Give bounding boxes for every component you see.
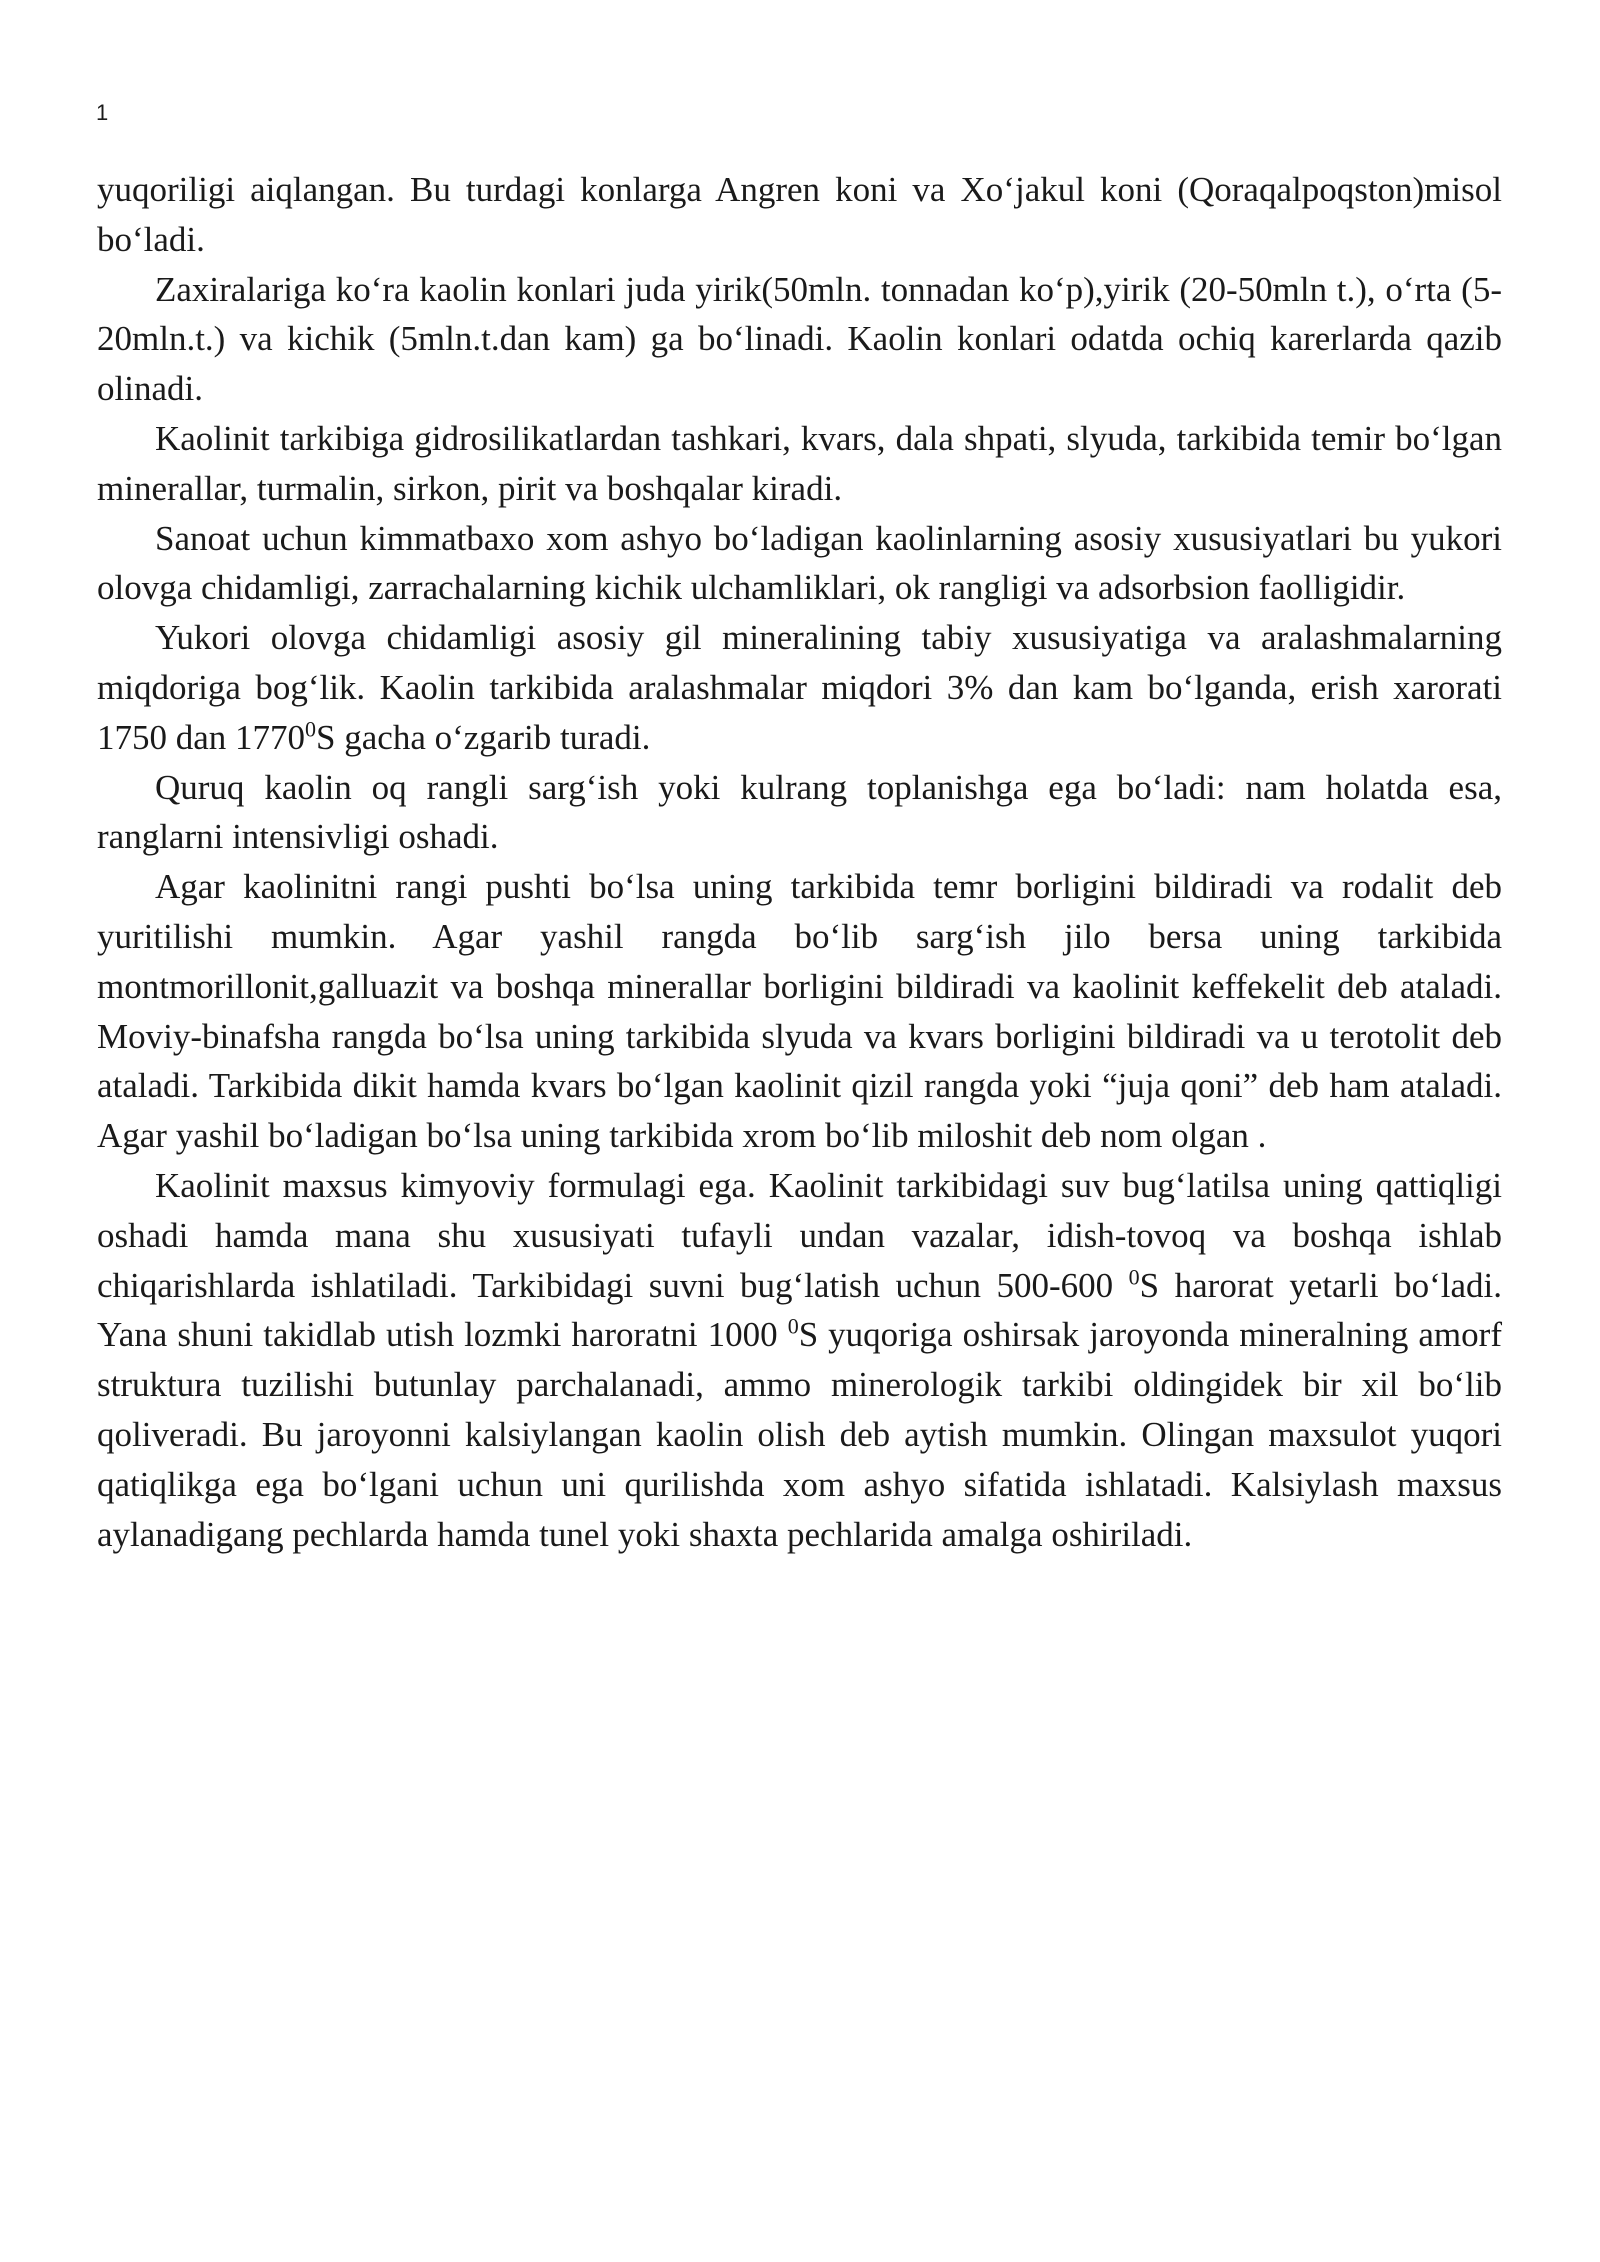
paragraph-text: Kaolinit maxsus kimyoviy formulagi ega. Kaolinit tarkibidagi suv bug‘latilsa uning qattiqligi oshadi hamda mana shu xususiyati tufayli undan vazalar, idish-tovoq va boshqa ishlab chiqarishlarda ishlatiladi. Tarkibidagi suvni bug‘latish uchun 500-600 xyxy=(97,1165,1502,1305)
paragraph xyxy=(97,613,1502,762)
paragraph-text: yuqoriligi aiqlangan. Bu turdagi konlarga Angren koni va Xo‘jakul koni (Qoraqalpoqston)misol bo‘ladi. xyxy=(97,170,1502,259)
paragraph xyxy=(97,514,1502,614)
paragraph-text: Sanoat uchun kimmatbaxo xom ashyo bo‘ladigan kaolinlarning asosiy xususiyatlari bu yukori olovga chidamligi, zarrachalarning kichik ulchamliklari, ok rangligi va adsorbsion faolligidir. xyxy=(97,518,1502,608)
paragraph-text: Zaxiralariga ko‘ra kaolin konlari juda yirik(50mln. tonnadan ko‘p),yirik (20-50mln t.), o‘rta (5-20mln.t.) va kichik (5mln.t.dan kam) ga bo‘linadi. Kaolin konlari odatda ochiq karerlarda qazib olinadi. xyxy=(97,269,1502,409)
superscript-text: 0 xyxy=(787,1313,799,1339)
paragraph-text: Agar kaolinitni rangi pushti bo‘lsa uning tarkibida temr borligini bildiradi va rodalit deb yuritilishi mumkin. Agar yashil rangda bo‘lib sarg‘ish jilo bersa uning tarkibida montmorillonit,galluazit va boshqa minerallar borligini bildiradi va kaolinit keffekelit deb ataladi. Moviy-binafsha rangda bo‘lsa uning tarkibida slyuda va kvars borligini bildiradi va u terotolit deb ataladi. Tarkibida dikit hamda kvars bo‘lgan kaolinit qizil rangda yoki “juja qoni” deb ham ataladi. Agar yashil bo‘ladigan bo‘lsa uning tarkibida xrom bo‘lib miloshit deb nom olgan . xyxy=(97,867,1502,1156)
paragraph-text: S harorat yetarli bo‘ladi. Yana shuni takidlab utish lozmki haroratni 1000 xyxy=(97,1265,1502,1355)
document-body xyxy=(97,165,1502,1559)
paragraph xyxy=(97,1161,1502,1559)
paragraph-text: Yukori olovga chidamligi asosiy gil mineralining tabiy xususiyatiga va aralashmalarning miqdoriga bog‘lik. Kaolin tarkibida aralashmalar miqdori 3% dan kam bo‘lganda, erish xarorati 1750 dan 1770 xyxy=(97,618,1502,757)
paragraph xyxy=(97,265,1502,414)
paragraph xyxy=(97,862,1502,1161)
paragraph-text: S gacha o‘zgarib turadi. xyxy=(316,717,651,757)
page-number: 1 xyxy=(96,100,109,125)
paragraph-text: Quruq kaolin oq rangli sarg‘ish yoki kulrang toplanishga ega bo‘ladi: nam holatda esa, ranglarni intensivligi oshadi. xyxy=(97,767,1502,857)
superscript-text: 0 xyxy=(305,716,317,742)
paragraph-text: Kaolinit tarkibiga gidrosilikatlardan tashkari, kvars, dala shpati, slyuda, tarkibida temir bo‘lgan minerallar, turmalin, sirkon, pirit va boshqalar kiradi. xyxy=(97,418,1502,508)
paragraph xyxy=(97,414,1502,514)
paragraph xyxy=(97,763,1502,863)
superscript-text: 0 xyxy=(1128,1263,1140,1289)
paragraph-text: S yuqoriga oshirsak jaroyonda mineralning amorf struktura tuzilishi butunlay parchalanadi, ammo minerologik tarkibi oldingidek bir xil bo‘lib qoliveradi. Bu jaroyonni kalsiylangan kaolin olish deb aytish mumkin. Olingan maxsulot yuqori qatiqlikga ega bo‘lgani uchun uni qurilishda xom ashyo sifatida ishlatadi. Kalsiylash maxsus aylanadigang pechlarda hamda tunel yoki shaxta pechlarida amalga oshiriladi. xyxy=(97,1315,1502,1554)
paragraph xyxy=(97,165,1502,265)
